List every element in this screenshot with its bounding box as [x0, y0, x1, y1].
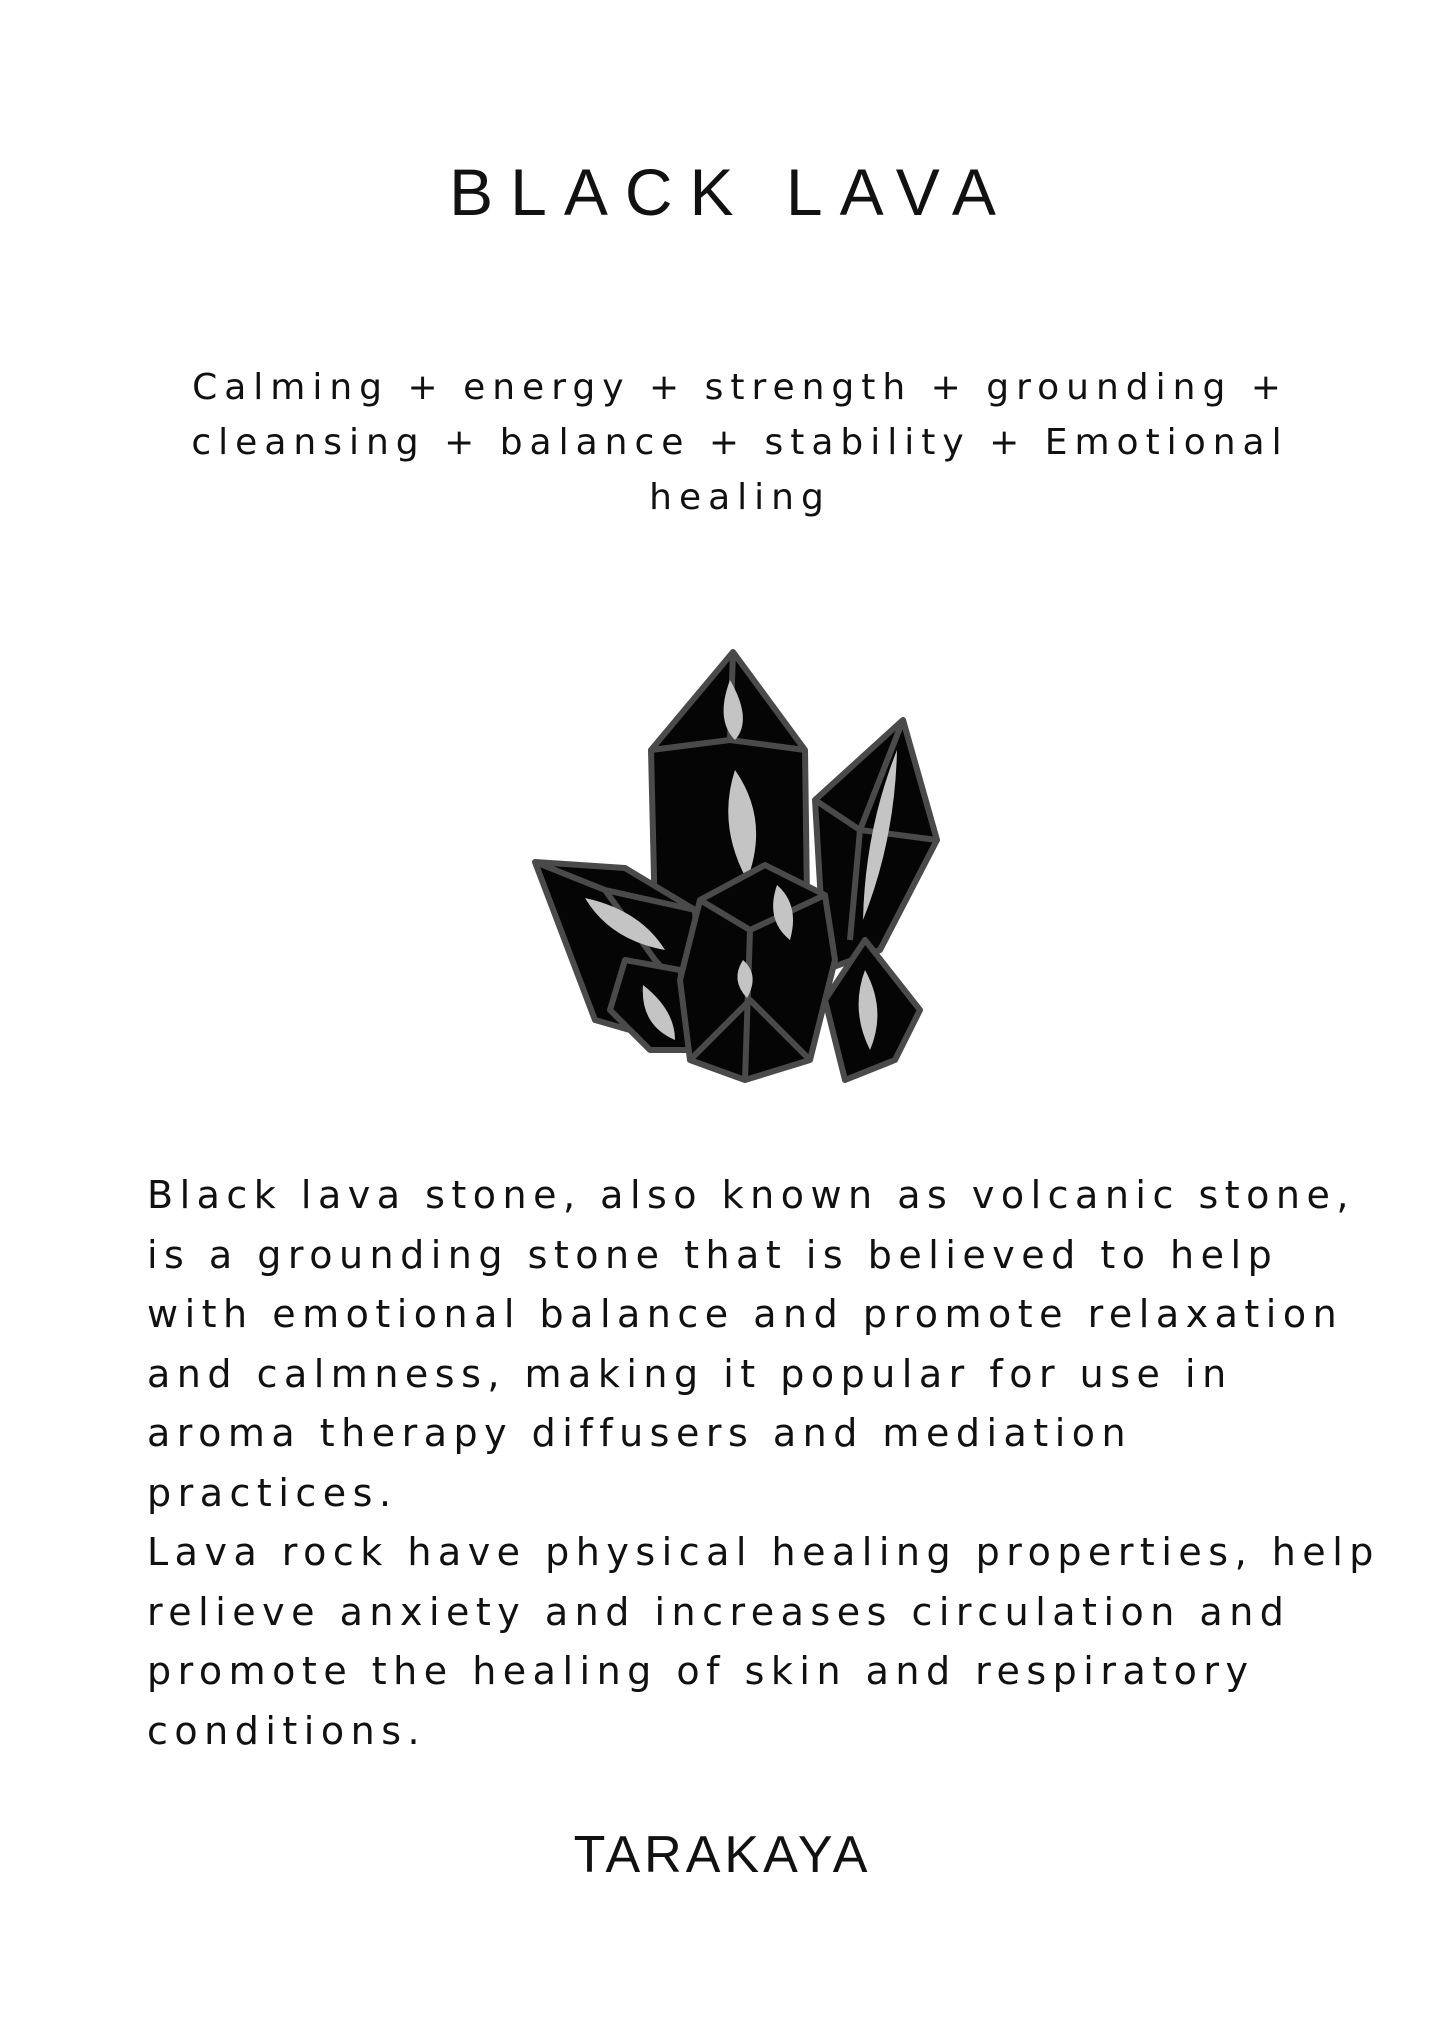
description-paragraph: Lava rock have physical healing properties, help relieve anxiety and increases circulation and promote the healing of skin and respiratory conditions.	[147, 1530, 1380, 1753]
properties-subtitle: Calming + energy + strength + grounding + cleansing + balance + stability + Emotional healing	[191, 367, 1289, 518]
description-paragraph: Black lava stone, also known as volcanic stone, is a grounding stone that is believed to help with emotional balance and promote relaxation and calmness, making it popular for use in aroma therapy diffusers and mediation practices.	[147, 1173, 1355, 1515]
page-title: BLACK LAVA	[449, 155, 1013, 229]
description	[147, 1166, 1397, 1761]
brand-name: TARAKAYA	[573, 1826, 872, 1884]
black-crystal-cluster-icon	[525, 640, 945, 1090]
